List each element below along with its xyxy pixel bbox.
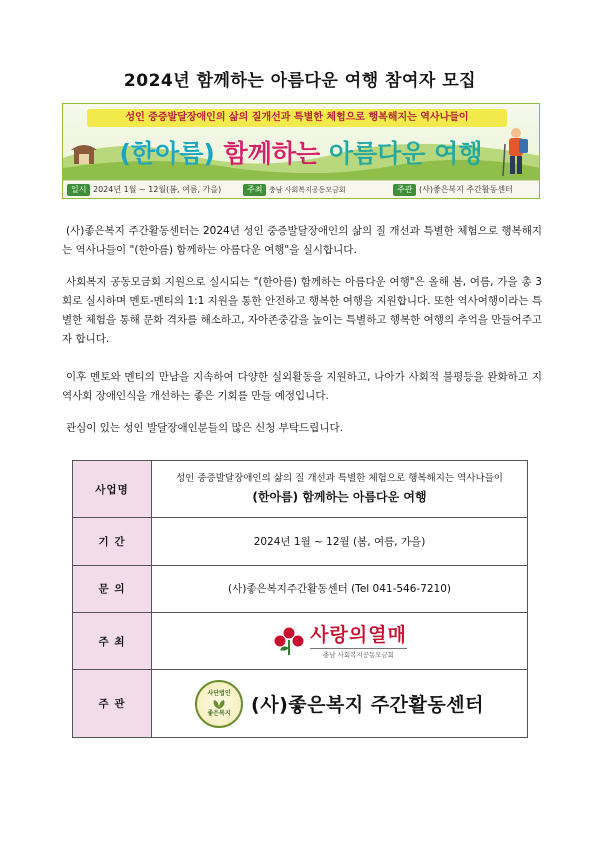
table-row [73, 461, 528, 518]
plan-paragraph [62, 368, 542, 406]
sarang-logo-text: 사랑의열매 [310, 623, 407, 646]
paragraph-text: 관심이 있는 성인 발달장애인분들의 많은 신청 부탁드립니다. [66, 422, 343, 434]
seal-top-text: 사단법인 [207, 689, 231, 697]
event-banner [62, 103, 540, 199]
period-value: 2024년 1월 ~ 12월 (봄, 여름, 가을) [152, 518, 528, 565]
sarang-logo-subtext: 충남 사회복지공동모금회 [310, 648, 407, 659]
row-label: 문 의 [73, 565, 152, 612]
period-text: 2024년 1월 ~ 12월(봄, 여름, 가을) [93, 185, 222, 194]
host-logo-cell [152, 613, 528, 670]
banner-title-part2: 함께하는 [223, 139, 321, 168]
paragraph-text: (사)좋은복지 주간활동센터는 2024년 성인 중증발달장애인의 삶의 질 개선과 특별한 체험으로 행복해지는 역사나들이 "(한아름) 함께하는 아름다운 여행"을 실시합니다. [62, 225, 542, 256]
organizer-name: (사)좋은복지 주간활동센터 [251, 694, 484, 717]
fruit-icon [272, 626, 306, 656]
row-label: 주 최 [73, 613, 152, 670]
support-paragraph [62, 273, 542, 349]
banner-title-part3: 아름다운 여행 [328, 139, 483, 168]
host-text: 충남 사회복지공동모금회 [269, 186, 346, 194]
table-row [73, 565, 528, 612]
row-label: 사업명 [73, 461, 152, 518]
host-tag: 주최 [243, 184, 266, 196]
paragraph-text: 이후 멘토와 멘티의 만남을 지속하여 다양한 실외활동을 지원하고, 나아가 사회적 불평등을 완화하고 지역사회 장애인식을 개선하는 좋은 기회를 만들 예정입니다. [62, 371, 542, 402]
row-label: 주 관 [73, 670, 152, 738]
page-title: 2024년 함께하는 아름다운 여행 참여자 모집 [123, 71, 477, 91]
banner-subtitle: 성인 중증발달장애인의 삶의 질개선과 특별한 체험으로 행복해지는 역사나들이 [87, 109, 507, 127]
table-row [73, 613, 528, 670]
project-subtitle: 성인 중증발달장애인의 삶의 질 개선과 특별한 체험으로 행복해지는 역사나들이 [175, 473, 503, 485]
table-row [73, 518, 528, 565]
organizer-tag: 주관 [393, 184, 416, 196]
organizer-text: (사)좋은복지 주간활동센터 [419, 185, 513, 194]
organizer-logo [152, 680, 527, 728]
table-row [73, 670, 528, 738]
contact-value: (사)좋은복지주간활동센터 (Tel 041-546-7210) [152, 565, 528, 612]
organizer-cell [152, 670, 528, 738]
leaf-icon [211, 698, 227, 710]
organizer-seal-icon [195, 680, 243, 728]
project-title: (한아름) 함께하는 아름다운 여행 [252, 490, 427, 505]
period-tag: 일시 [67, 184, 90, 196]
sarang-logo [152, 624, 527, 659]
intro-paragraph [62, 222, 542, 260]
banner-info-bar [63, 180, 539, 199]
seal-bottom-text: 좋은복지 [207, 709, 231, 717]
banner-title-part1: (한아름) [119, 139, 215, 168]
banner-main-title [91, 132, 511, 176]
program-info-table [72, 460, 528, 738]
closing-paragraph [62, 419, 542, 438]
project-name-cell [152, 461, 528, 518]
row-label: 기 간 [73, 518, 152, 565]
paragraph-text: 사회복지 공동모금회 지원으로 실시되는 "(한아름) 함께하는 아름다운 여행"은 올해 봄, 여름, 가을 총 3회로 실시하며 멘토-멘티의 1:1 지원을 통한 안전하고 행복한 여행을 지원합니다. 또한 역사여행이라는 특별한 체험을 통해 문화 격차를 해소하고, 자아존중감을 높이는 특별하고 행복한 여행의 추억을 만들어주고자 합니다. [62, 276, 542, 345]
